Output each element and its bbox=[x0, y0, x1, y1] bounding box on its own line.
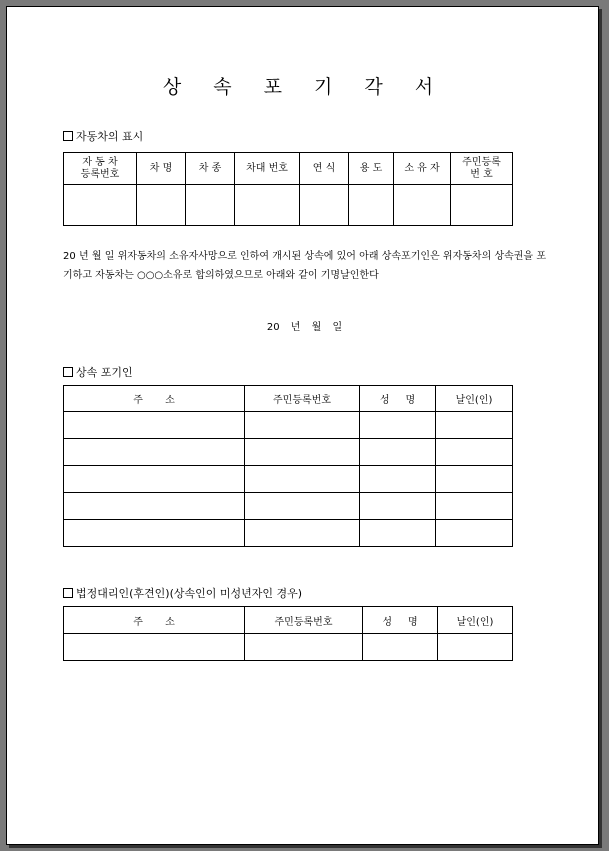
header-car-type: 차 종 bbox=[186, 153, 235, 185]
guardian-section-label: 법정대리인(후견인)(상속인이 미성년자인 경우) bbox=[63, 585, 302, 601]
cell bbox=[137, 185, 186, 226]
cell bbox=[186, 185, 235, 226]
document-title: 상 속 포 기 각 서 bbox=[162, 76, 447, 98]
header-name: 성 명 bbox=[363, 607, 438, 634]
table-row bbox=[64, 439, 513, 466]
header-address: 주 소 bbox=[64, 386, 245, 412]
table-row bbox=[64, 634, 513, 661]
cell bbox=[451, 185, 513, 226]
cell bbox=[349, 185, 394, 226]
header-address: 주 소 bbox=[64, 607, 245, 634]
header-name: 성 명 bbox=[360, 386, 436, 412]
cell bbox=[300, 185, 349, 226]
vehicle-section-label: 자동차의 표시 bbox=[63, 128, 143, 144]
header-seal: 날인(인) bbox=[436, 386, 513, 412]
header-resident-number: 주민등록 번 호 bbox=[451, 153, 513, 185]
renouncer-table bbox=[63, 385, 513, 547]
header-car-name: 차 명 bbox=[137, 153, 186, 185]
header-chassis-number: 차대 번호 bbox=[235, 153, 300, 185]
header-usage: 용 도 bbox=[349, 153, 394, 185]
header-model-year: 연 식 bbox=[300, 153, 349, 185]
table-row bbox=[64, 466, 513, 493]
cell bbox=[394, 185, 451, 226]
cell bbox=[64, 185, 137, 226]
date-line: 20 년 월 일 bbox=[266, 322, 343, 333]
header-seal: 날인(인) bbox=[438, 607, 513, 634]
vehicle-table bbox=[63, 152, 513, 226]
table-row bbox=[64, 493, 513, 520]
guardian-table bbox=[63, 606, 513, 661]
checkbox-square-icon bbox=[63, 131, 73, 141]
header-owner: 소 유 자 bbox=[394, 153, 451, 185]
checkbox-square-icon bbox=[63, 588, 73, 598]
header-reg-number: 자 동 차 등록번호 bbox=[64, 153, 137, 185]
checkbox-square-icon bbox=[63, 367, 73, 377]
renouncer-section-label: 상속 포기인 bbox=[63, 364, 133, 380]
header-resident-number: 주민등록번호 bbox=[245, 607, 363, 634]
header-resident-number: 주민등록번호 bbox=[245, 386, 360, 412]
table-row bbox=[64, 520, 513, 547]
statement-paragraph: 20 년 월 일 위자동차의 소유자사망으로 인하여 개시된 상속에 있어 아래 상속포기인은 위자동차의 상속권을 포기하고 자동차는 ○○○소유로 합의하였으므로 아래와 같이 기명날인한다 bbox=[63, 251, 546, 281]
cell bbox=[235, 185, 300, 226]
table-row bbox=[64, 412, 513, 439]
